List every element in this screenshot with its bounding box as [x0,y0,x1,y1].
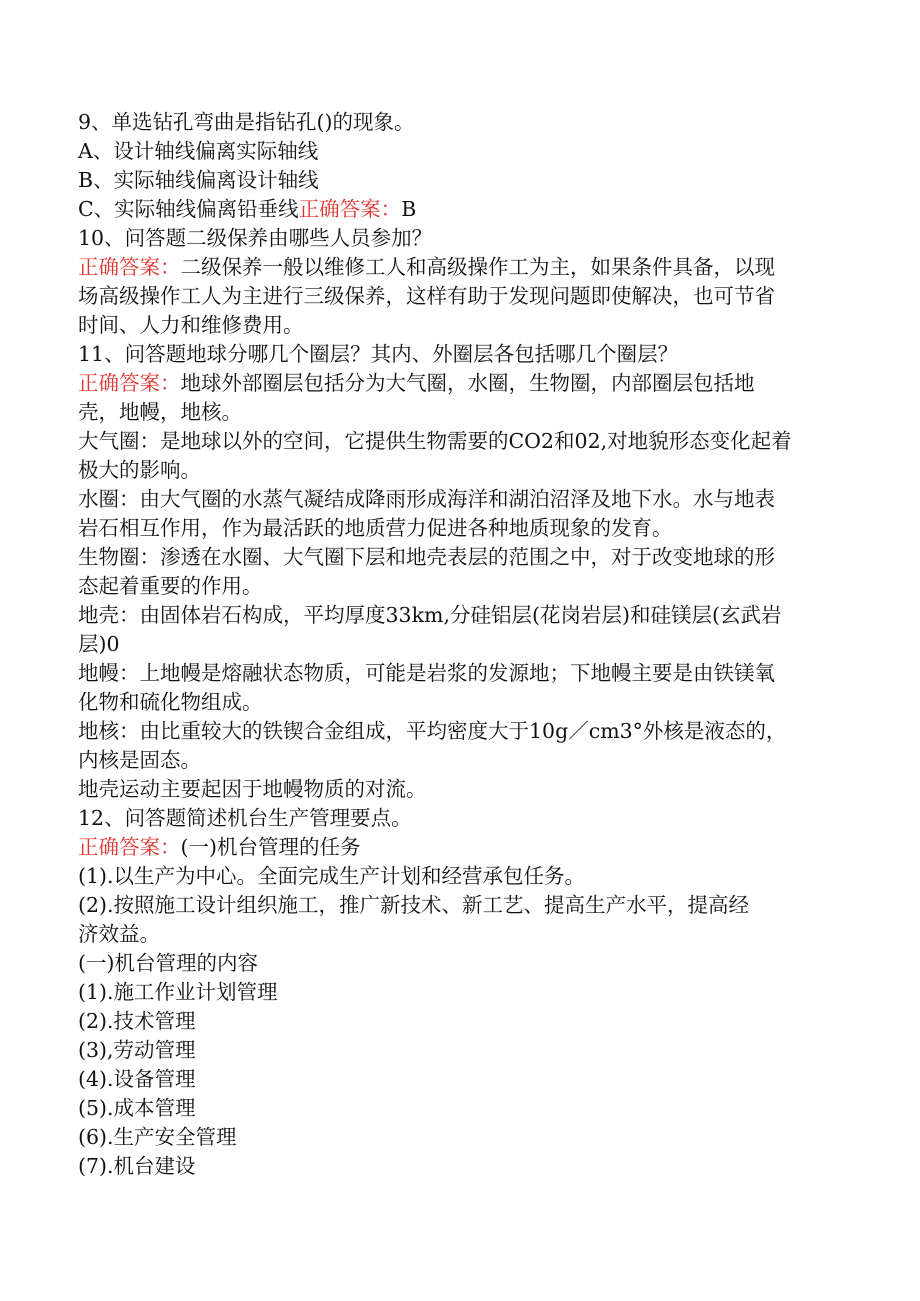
text-line [78,804,838,833]
line-text: 壳，地幔，地核。 [78,400,242,424]
line-text: 10、问答题二级保养由哪些人员参加？ [78,226,433,250]
line-text: 岩石相互作用，作为最活跃的地质营力促进各种地质现象的发育。 [78,516,673,540]
line-text: B、实际轴线偏离设计轴线 [78,168,319,192]
text-line [78,224,838,253]
text-line [78,630,838,659]
document-page [78,108,838,1181]
line-text: C、实际轴线偏离铅垂线 [78,197,299,221]
answer-line [78,833,838,862]
text-line [78,601,838,630]
line-text: 层)0 [78,632,120,656]
line-text: 地壳：由固体岩石构成，平均厚度33km,分硅铝层(花岗岩层)和硅镁层(玄武岩 [78,603,782,627]
text-line [78,456,838,485]
line-text: 地幔：上地幔是熔融状态物质，可能是岩浆的发源地；下地幔主要是由铁镁氧 [78,661,775,685]
line-text: 济效益。 [78,922,160,946]
line-text: 化物和硫化物组成。 [78,690,263,714]
text-line [78,775,838,804]
text-line [78,659,838,688]
text-line [78,398,838,427]
line-text: (3),劳动管理 [78,1038,196,1062]
text-line [78,920,838,949]
answer-line [78,195,838,224]
line-text: 生物圈：渗透在水圈、大气圈下层和地壳表层的范围之中，对于改变地球的形 [78,545,775,569]
text-line [78,108,838,137]
line-text: (7).机台建设 [78,1154,196,1178]
line-text: 地壳运动主要起因于地幔物质的对流。 [78,777,427,801]
answer-label: 正确答案： [298,197,402,221]
text-line [78,862,838,891]
text-line [78,688,838,717]
answer-text: B [401,197,417,221]
line-text: A、设计轴线偏离实际轴线 [78,139,319,163]
text-line [78,427,838,456]
line-text: 12、问答题简述机台生产管理要点。 [78,806,412,830]
text-line [78,282,838,311]
line-text: 场高级操作工人为主进行三级保养，这样有助于发现问题即使解决，也可节省 [78,284,775,308]
answer-label: 正确答案： [78,255,181,279]
line-text: (2).技术管理 [78,1009,196,1033]
text-line [78,1094,838,1123]
answer-label: 正确答案： [78,835,181,859]
line-text: (1).施工作业计划管理 [78,980,278,1004]
text-line [78,485,838,514]
line-text: (4).设备管理 [78,1067,196,1091]
answer-text: (一)机台管理的任务 [180,835,361,859]
line-text: 态起着重要的作用。 [78,574,263,598]
text-line [78,1123,838,1152]
text-line [78,891,838,920]
text-line [78,1152,838,1181]
line-text: 9、单选钻孔弯曲是指钻孔()的现象。 [78,110,415,134]
text-line [78,1036,838,1065]
text-line [78,311,838,340]
text-line [78,340,838,369]
line-text: (1).以生产为中心。全面完成生产计划和经营承包任务。 [78,864,586,888]
line-text: 内核是固态。 [78,748,201,772]
line-text: (6).生产安全管理 [78,1125,237,1149]
text-line [78,949,838,978]
text-line [78,543,838,572]
line-text: 水圈：由大气圈的水蒸气凝结成降雨形成海洋和湖泊沼泽及地下水。水与地表 [78,487,775,511]
line-text: (一)机台管理的内容 [78,951,258,975]
answer-line [78,369,838,398]
answer-line [78,253,838,282]
text-line [78,1065,838,1094]
text-line [78,717,838,746]
line-text: 大气圈：是地球以外的空间，它提供生物需要的CO2和02,对地貌形态变化起着 [78,429,792,453]
line-text: (5).成本管理 [78,1096,196,1120]
text-line [78,572,838,601]
answer-text: 地球外部圈层包括分为大气圈，水圈，生物圈，内部圈层包括地 [180,371,755,395]
line-text: 地核：由比重较大的铁锲合金组成，平均密度大于10g／cm3°外核是液态的， [78,719,787,743]
line-text: 11、问答题地球分哪几个圈层？其内、外圈层各包括哪几个圈层？ [78,342,679,366]
text-line [78,746,838,775]
text-line [78,514,838,543]
line-text: (2).按照施工设计组织施工，推广新技术、新工艺、提高生产水平，提高经 [78,893,750,917]
answer-label: 正确答案： [78,371,181,395]
text-line [78,1007,838,1036]
line-text: 极大的影响。 [78,458,201,482]
line-text: 时间、人力和维修费用。 [78,313,304,337]
answer-text: 二级保养一般以维修工人和高级操作工为主，如果条件具备，以现 [180,255,775,279]
text-line [78,137,838,166]
text-line [78,978,838,1007]
text-line [78,166,838,195]
